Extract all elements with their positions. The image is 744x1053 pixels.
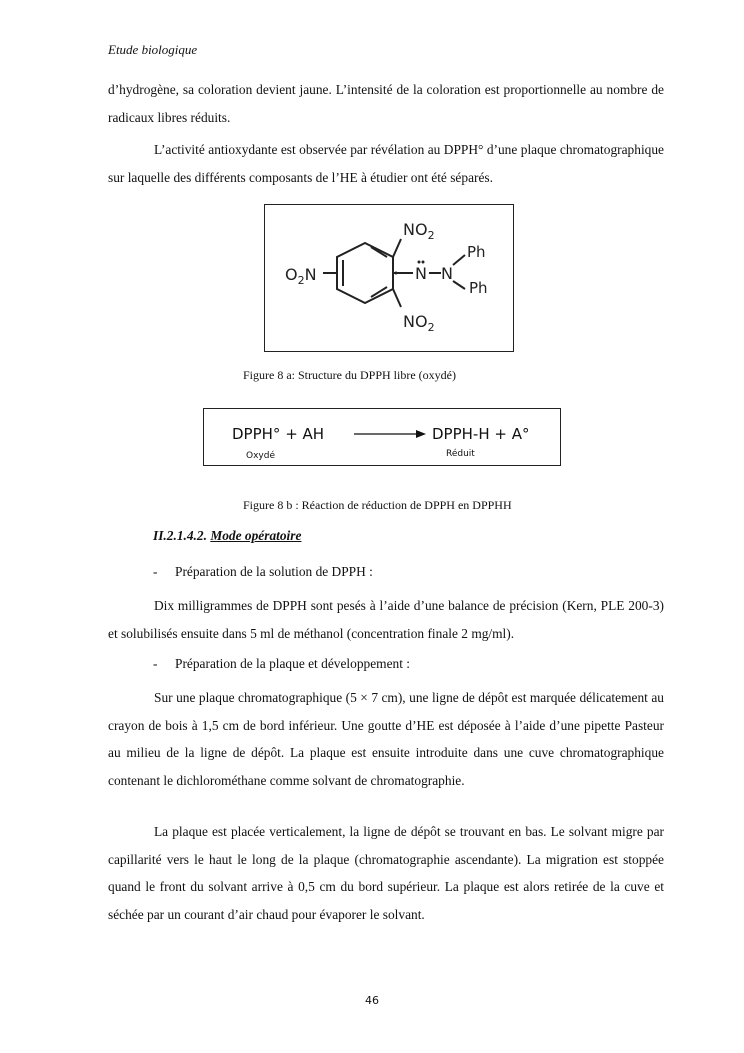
figure-b-caption: Figure 8 b : Réaction de réduction de DPPH en DPPHH: [243, 498, 512, 512]
reaction-arrowhead: [416, 430, 426, 438]
paragraph-5: La plaque est placée verticalement, la ligne de dépôt se trouvant en bas. Le solvant migre par capillarité vers le haut le long de la plaque (chromatographie ascendante). La migration est stoppée quand le front du solvant arrive à 0,5 cm du bord supérieur. La plaque est alors retirée de la cuve et séchée par un courant d’air chaud pour évaporer le solvant.: [108, 824, 664, 922]
paragraph-2: L’activité antioxydante est observée par révélation au DPPH° d’une plaque chromatographique sur laquelle des différents composants de l’HE à étudier ont été séparés.: [108, 142, 664, 185]
no2-bottom-label: $NO_2$: [403, 312, 435, 334]
nitrogen-1-label: N: [415, 264, 427, 283]
paragraph-4: Sur une plaque chromatographique (5 × 7 cm), une ligne de dépôt est marquée délicatement au crayon de bois à 1,5 cm de bord inférieur. Une goutte d’HE est déposée à l’aide d’une pipette Pasteur au milieu de la ligne de dépôt. La plaque est ensuite introduite dans une cuve chromatographique contenant le dichlorométhane comme solvant de chromatographie.: [108, 690, 664, 788]
oxidized-label: Oxydé: [246, 451, 275, 461]
bullet-text: Préparation de la plaque et développement :: [175, 656, 410, 671]
dpph-structure-diagram: [265, 205, 513, 351]
bullet-item-2: [153, 656, 410, 672]
dpph-reaction-figure: [203, 408, 561, 466]
phenyl-2-label: Ph: [469, 279, 488, 297]
radical-dot: [395, 272, 398, 275]
bullet-dash: -: [153, 564, 158, 579]
bullet-item-1: [153, 564, 373, 580]
bullet-dash: -: [153, 656, 158, 671]
section-heading: [153, 528, 301, 544]
page-number: 46: [365, 994, 379, 1007]
no2-top-label: $NO_2$: [403, 220, 435, 242]
dpph-structure-figure: [264, 204, 514, 352]
reactants-text: DPPH° + AH: [232, 425, 325, 443]
products-text: DPPH-H + A°: [432, 425, 530, 443]
o2n-label: $O_2N$: [285, 265, 317, 287]
radical-dot: [418, 261, 421, 264]
bullet-text: Préparation de la solution de DPPH :: [175, 564, 373, 579]
paragraph-3: Dix milligrammes de DPPH sont pesés à l’aide d’une balance de précision (Kern, PLE 200-3) et solubilisés ensuite dans 5 ml de méthanol (concentration finale 2 mg/ml).: [108, 598, 664, 641]
running-header: Etude biologique: [108, 42, 198, 57]
paragraph-1: d’hydrogène, sa coloration devient jaune. L’intensité de la coloration est proportionnelle au nombre de radicaux libres réduits.: [108, 82, 664, 125]
nitrogen-2-label: N: [441, 264, 453, 283]
phenyl-1-label: Ph: [467, 243, 486, 261]
section-title: Mode opératoire: [210, 528, 302, 543]
section-number: II.2.1.4.2.: [153, 528, 207, 543]
reduced-label: Réduit: [446, 449, 475, 459]
figure-a-caption: Figure 8 a: Structure du DPPH libre (oxydé): [243, 368, 456, 382]
radical-dot: [422, 261, 425, 264]
dpph-reaction-diagram: [204, 409, 560, 465]
